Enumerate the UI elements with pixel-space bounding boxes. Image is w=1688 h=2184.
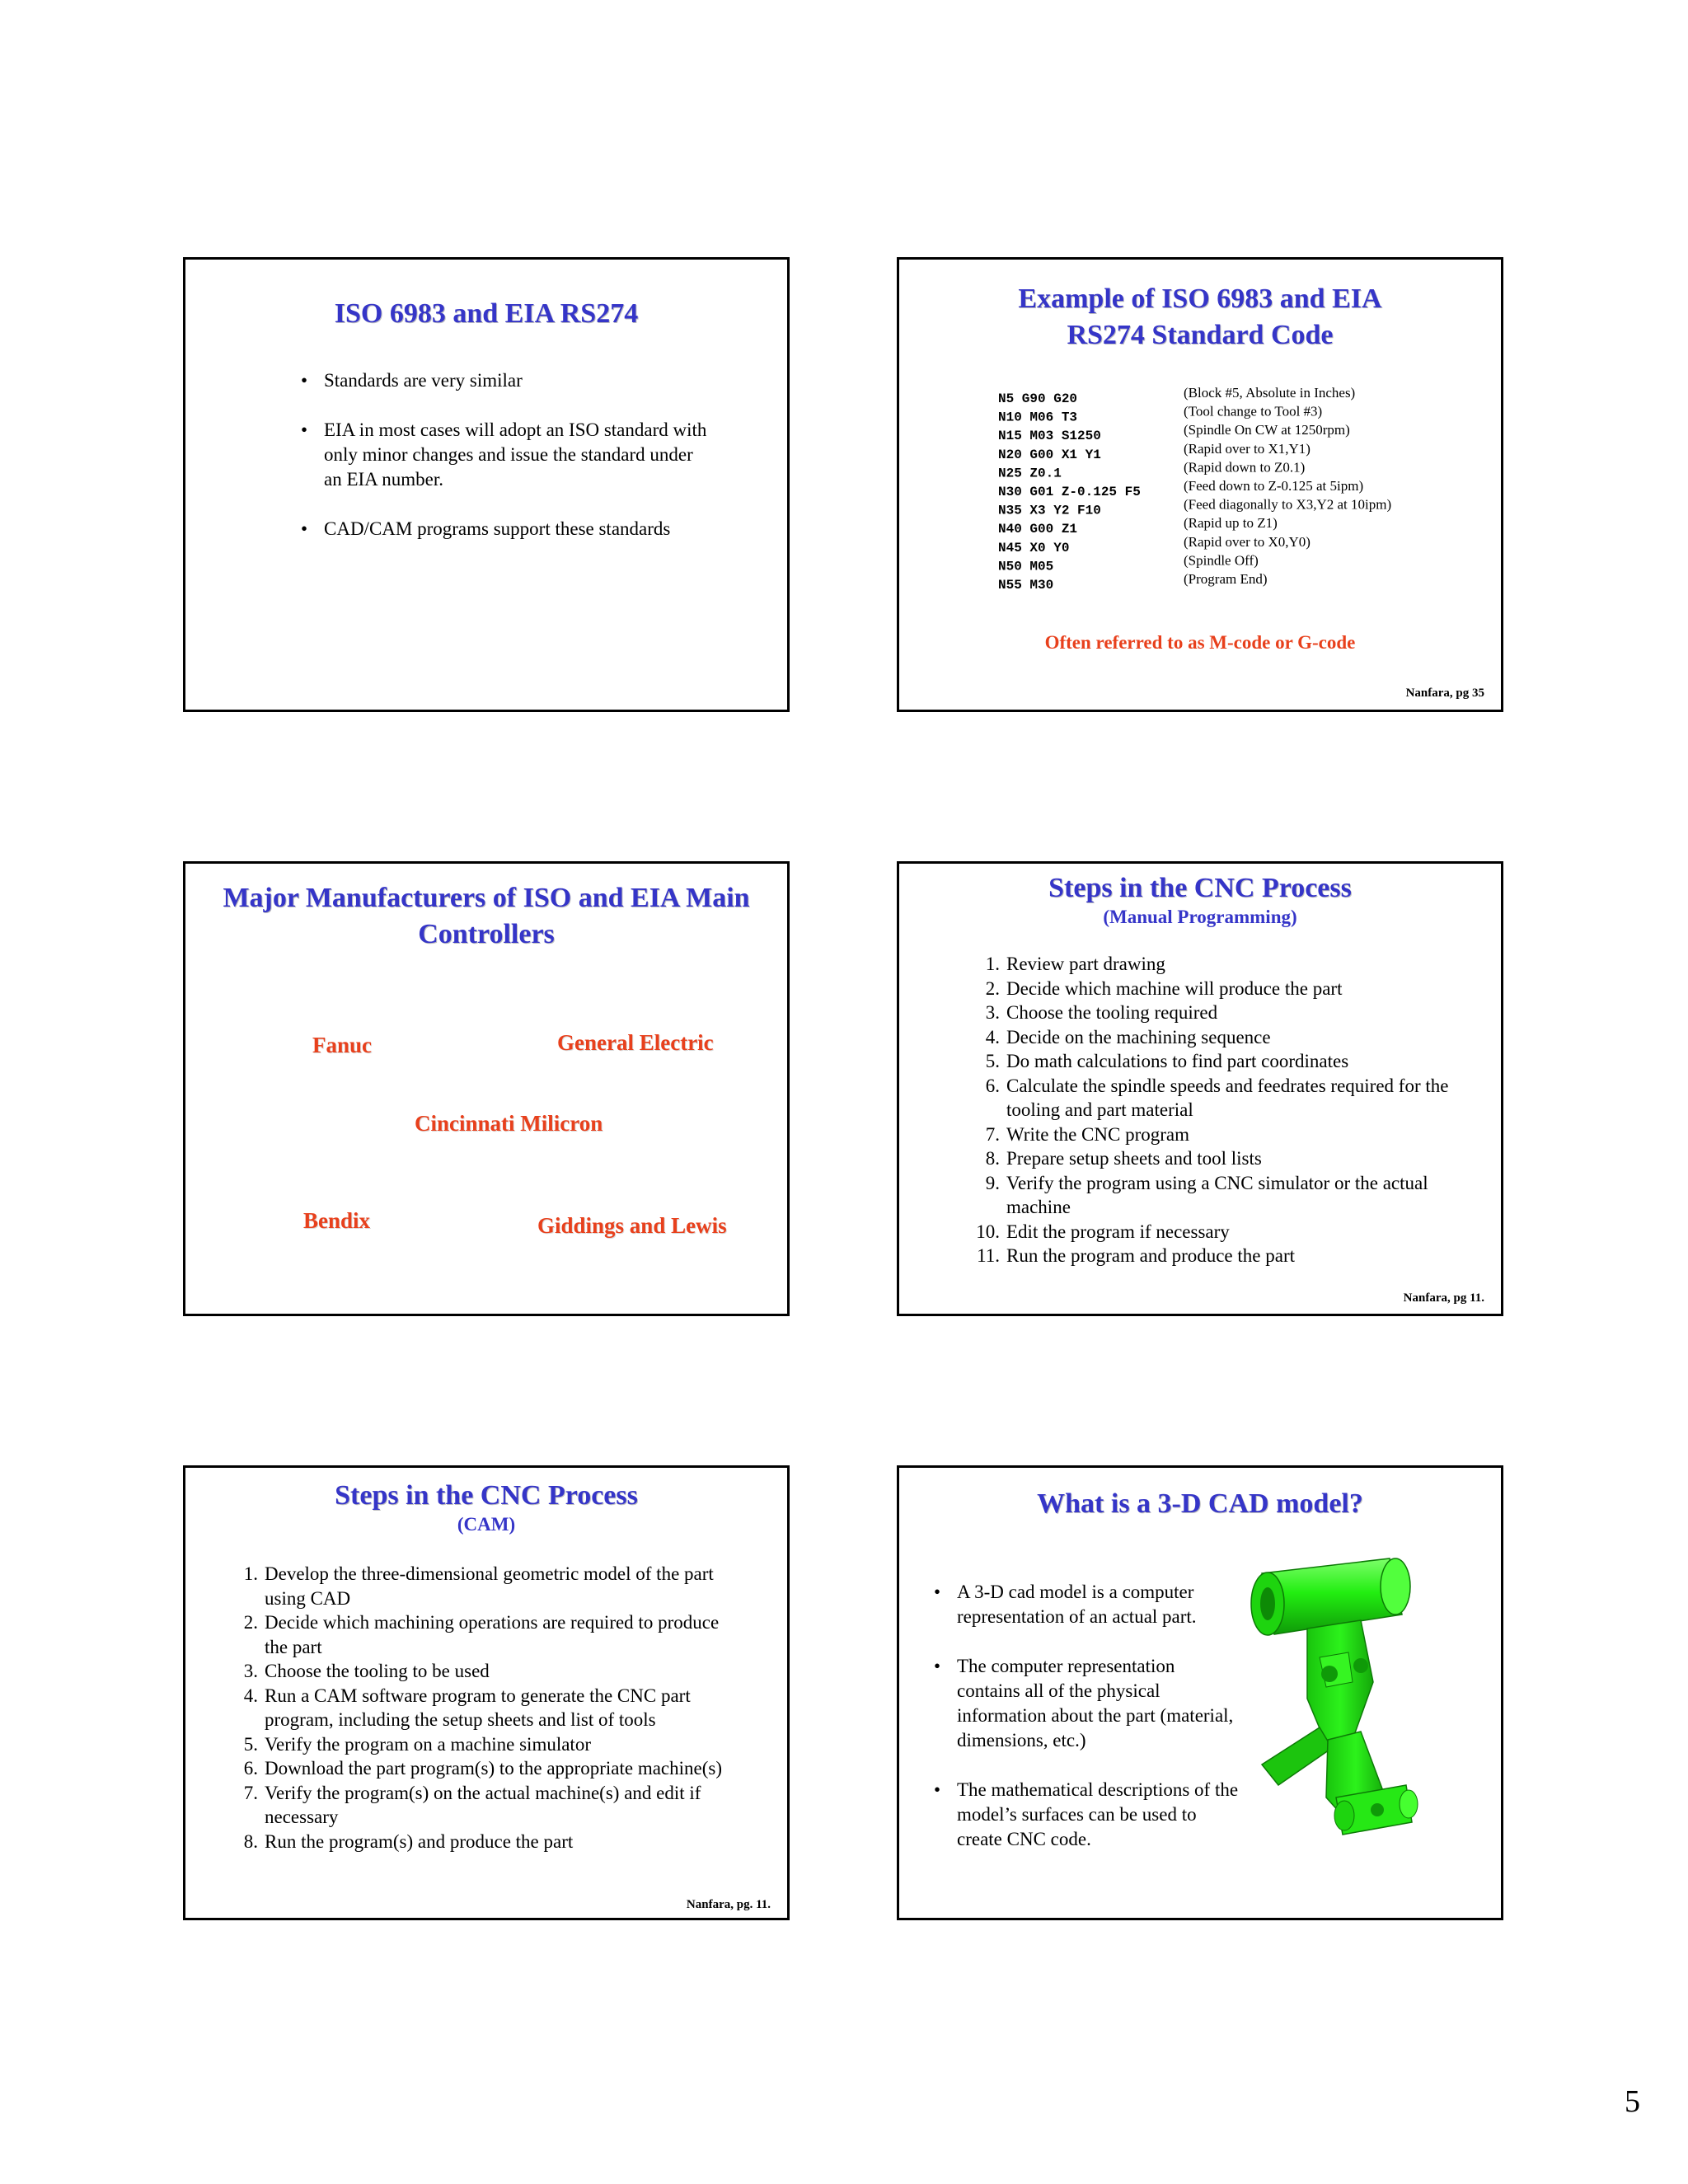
gcode-comment: (Spindle On CW at 1250rpm): [1184, 422, 1350, 438]
step-text: Do math calculations to find part coordinates: [1006, 1051, 1349, 1071]
gcode-line: N45 X0 Y0: [998, 540, 1070, 555]
step-text: Review part drawing: [1006, 954, 1165, 974]
gcode-comment: (Rapid over to X0,Y0): [1184, 533, 1311, 550]
gcode-comment: (Block #5, Absolute in Inches): [1184, 385, 1356, 401]
gcode-block: [998, 390, 1141, 600]
step-number: 3.: [243, 1661, 258, 1681]
step-text: Choose the tooling to be used: [265, 1661, 490, 1681]
slide-subtitle: (CAM): [457, 1514, 516, 1535]
gcode-line: N40 G00 Z1: [998, 522, 1078, 537]
step-item: [975, 1025, 1461, 1050]
step-item: [975, 1244, 1461, 1268]
bullet-item: • CAD/CAM programs support these standards: [301, 517, 713, 541]
step-text: Decide on the machining sequence: [1006, 1026, 1271, 1047]
step-text: Verify the program(s) on the actual machine(s) and edit if necessary: [265, 1782, 701, 1827]
gcode-line: N20 G00 X1 Y1: [998, 447, 1101, 462]
step-number: 6.: [985, 1075, 1000, 1096]
slide-code-example: [897, 257, 1503, 712]
bullet-item: • The mathematical descriptions of the model’s surfaces can be used to create CNC code.: [934, 1778, 1239, 1852]
step-item: [233, 1659, 728, 1684]
step-item: [975, 1220, 1461, 1244]
step-text: Choose the tooling required: [1006, 1002, 1218, 1023]
step-number: 8.: [985, 1148, 1000, 1169]
step-text: Decide which machine will produce the part: [1006, 977, 1343, 999]
gcode-comment: (Rapid over to X1,Y1): [1184, 440, 1311, 457]
manufacturer-giddings-lewis: Giddings and Lewis: [537, 1213, 727, 1238]
gcode-comment: (Feed down to Z-0.125 at 5ipm): [1184, 478, 1364, 494]
slide-title: ISO 6983 and EIA RS274: [334, 298, 639, 329]
step-item: [975, 1001, 1461, 1025]
gcode-line: N30 G01 Z-0.125 F5: [998, 485, 1141, 500]
step-text: Develop the three-dimensional geometric model of the part using CAD: [265, 1563, 714, 1609]
step-number: 3.: [985, 1002, 1000, 1023]
manufacturer-cincinnati-milicron: Cincinnati Milicron: [415, 1111, 603, 1136]
step-number: 2.: [243, 1612, 258, 1633]
slide-subtitle: (Manual Programming): [1103, 907, 1297, 927]
gcode-comment: (Program End): [1184, 571, 1268, 588]
step-item: [233, 1732, 728, 1757]
step-text: Calculate the spindle speeds and feedrates required for the tooling and part material: [1006, 1075, 1449, 1120]
step-item: [233, 1830, 728, 1854]
step-number: 8.: [243, 1830, 258, 1852]
step-number: 5.: [985, 1051, 1000, 1071]
step-item: [975, 1049, 1461, 1074]
step-text: Verify the program on a machine simulator: [265, 1733, 591, 1755]
step-item: [975, 1171, 1461, 1220]
step-text: Download the part program(s) to the appropriate machine(s): [265, 1758, 722, 1779]
slide-manufacturers: [183, 861, 790, 1316]
step-item: [975, 977, 1461, 1001]
step-number: 11.: [977, 1245, 1000, 1266]
step-item: [975, 1074, 1461, 1122]
gcode-line: N15 M03 S1250: [998, 429, 1101, 444]
step-number: 9.: [985, 1172, 1000, 1193]
slide-iso-eia: [183, 257, 790, 712]
step-item: [975, 952, 1461, 977]
step-item: [233, 1610, 728, 1659]
gcode-line: N25 Z0.1: [998, 466, 1062, 481]
gcode-line: N35 X3 Y2 F10: [998, 503, 1101, 518]
gcode-line: N50 M05: [998, 559, 1054, 574]
slide-title: Example of ISO 6983 and EIA RS274 Standard Code: [1018, 284, 1382, 350]
slide-cnc-manual: [897, 861, 1503, 1316]
slide-cnc-cam: [183, 1465, 790, 1920]
step-item: [975, 1146, 1461, 1171]
steps-list: [233, 1562, 728, 1854]
manufacturer-fanuc: Fanuc: [312, 1033, 373, 1057]
step-item: [233, 1562, 728, 1610]
slide-title: What is a 3-D CAD model?: [1037, 1488, 1363, 1519]
gcode-comments: [1184, 383, 1391, 593]
gcode-line: N5 G90 G20: [998, 391, 1078, 406]
step-number: 7.: [985, 1123, 1000, 1145]
step-text: Decide which machining operations are required to produce the part: [265, 1612, 720, 1657]
citation: Nanfara, pg 11.: [1403, 1291, 1484, 1305]
step-text: Verify the program using a CNC simulator or the actual machine: [1006, 1172, 1428, 1217]
bullet-item: • EIA in most cases will adopt an ISO standard with only minor changes and issue the standard under an EIA number.: [301, 418, 713, 492]
step-text: Run the program(s) and produce the part: [265, 1830, 574, 1852]
gcode-comment: (Rapid down to Z0.1): [1184, 459, 1306, 476]
steps-list: [975, 952, 1461, 1268]
step-number: 4.: [243, 1685, 258, 1706]
manufacturer-bendix: Bendix: [303, 1208, 371, 1233]
step-number: 7.: [243, 1782, 258, 1803]
step-number: 1.: [243, 1563, 258, 1584]
step-text: Edit the program if necessary: [1006, 1221, 1230, 1242]
step-number: 4.: [985, 1026, 1000, 1047]
step-number: 2.: [985, 977, 1000, 999]
bullet-list: [301, 368, 713, 566]
step-item: [233, 1684, 728, 1732]
step-number: 10.: [976, 1221, 1000, 1242]
step-item: [233, 1781, 728, 1830]
gcode-comment: (Spindle Off): [1184, 552, 1259, 569]
step-text: Prepare setup sheets and tool lists: [1006, 1148, 1262, 1169]
slide-title: Steps in the CNC Process: [1048, 873, 1352, 903]
gcode-comment: (Rapid up to Z1): [1184, 515, 1278, 532]
step-number: 6.: [243, 1758, 258, 1779]
cad-model-image: [1229, 1550, 1435, 1863]
citation: Nanfara, pg 35: [1405, 687, 1484, 700]
step-text: Run a CAM software program to generate the CNC part program, including the setup sheets and list of tools: [265, 1685, 691, 1730]
manufacturer-general-electric: General Electric: [557, 1030, 714, 1055]
gcode-line: N55 M30: [998, 578, 1054, 593]
step-text: Write the CNC program: [1006, 1123, 1189, 1145]
gcode-line: N10 M06 T3: [998, 410, 1078, 425]
bullet-list: [934, 1580, 1239, 1877]
page-number: 5: [1625, 2084, 1640, 2119]
step-item: [233, 1756, 728, 1781]
step-text: Run the program and produce the part: [1006, 1245, 1295, 1266]
gcode-comment: (Tool change to Tool #3): [1184, 403, 1323, 419]
bullet-item: • A 3-D cad model is a computer representation of an actual part.: [934, 1580, 1239, 1629]
step-item: [975, 1122, 1461, 1147]
step-number: 1.: [985, 954, 1000, 974]
gcode-comment: (Feed diagonally to X3,Y2 at 10ipm): [1184, 496, 1392, 513]
bullet-item: • Standards are very similar: [301, 368, 713, 393]
slide-cad-model: [897, 1465, 1503, 1920]
slide-title: Major Manufacturers of ISO and EIA Main Controllers: [223, 883, 750, 949]
slide-title: Steps in the CNC Process: [335, 1480, 638, 1511]
step-number: 5.: [243, 1733, 258, 1755]
code-note: Often referred to as M-code or G-code: [1044, 632, 1356, 653]
citation: Nanfara, pg. 11.: [686, 1898, 771, 1911]
bullet-item: • The computer representation contains all of the physical information about the part (material, dimensions, etc.): [934, 1654, 1239, 1753]
